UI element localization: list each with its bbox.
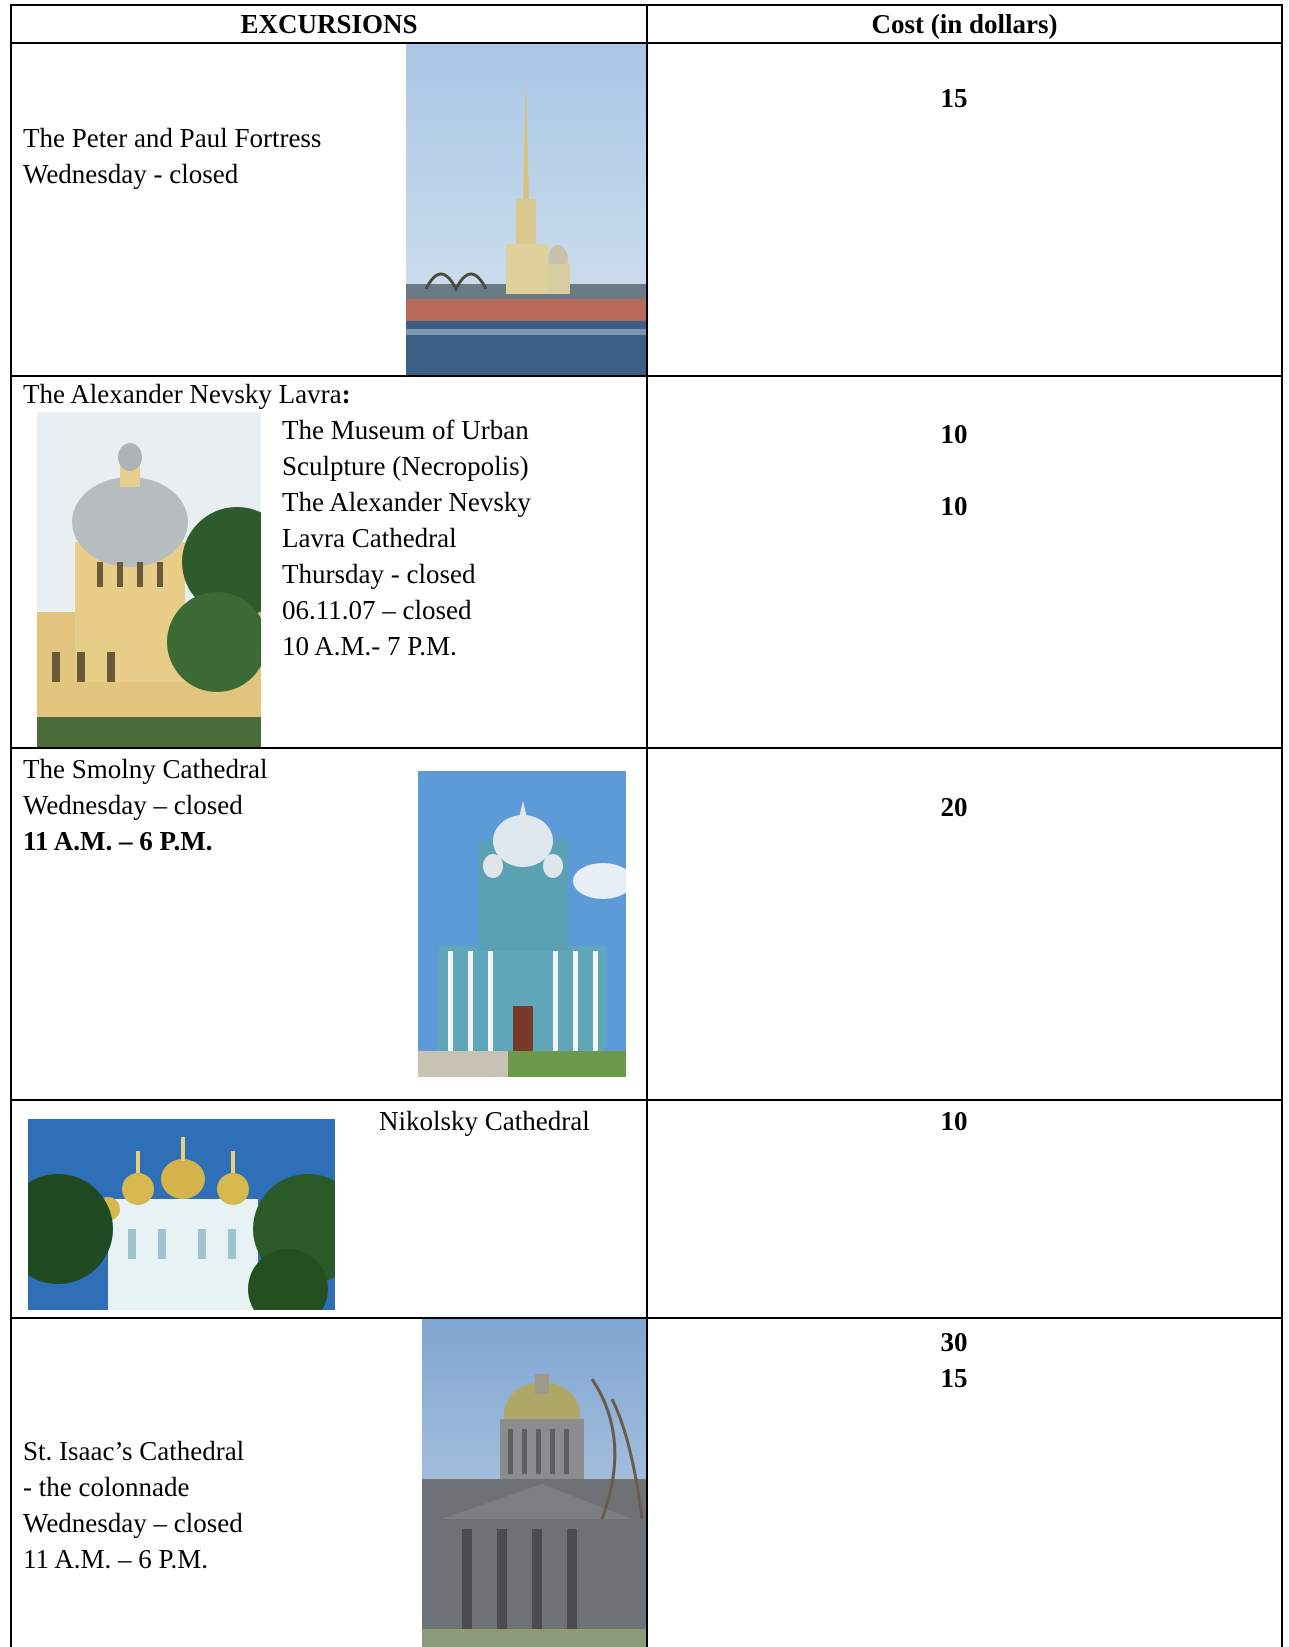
cost-value: 10 [940,1106,968,1136]
column-header-excursions: EXCURSIONS [240,9,418,39]
peter-and-paul-fortress-photo [406,44,646,375]
excursion-schedule: Wednesday - closed [23,159,239,189]
cost-value: 20 [940,792,968,822]
excursion-name: The Smolny Cathedral [23,754,268,784]
nikolsky-cathedral-photo [28,1119,335,1310]
excursion-schedule: Wednesday – closed [23,790,243,820]
excursion-detail: - the colonnade [23,1472,190,1502]
cost-value: 30 [940,1327,968,1357]
table-border-right [1281,4,1283,1647]
alexander-nevsky-lavra-photo [37,412,261,747]
table-border-left [10,4,12,1647]
cost-value: 10 [940,419,968,449]
excursion-title-colon: : [341,379,351,409]
excursion-hours: 10 A.M.- 7 P.M. [282,631,457,661]
excursion-schedule: Wednesday – closed [23,1508,243,1538]
cost-value: 10 [940,491,968,521]
excursion-hours: 11 A.M. – 6 P.M. [23,826,213,856]
exhibit-name: The Alexander Nevsky [282,487,531,517]
excursion-title [23,376,351,413]
excursion-name: Nikolsky Cathedral [379,1106,590,1136]
cost-value: 15 [940,83,968,113]
cost-value: 15 [940,1363,968,1393]
column-header-cost: Cost (in dollars) [871,9,1058,39]
excursion-hours: 11 A.M. – 6 P.M. [23,1544,209,1574]
exhibit-name: Sculpture (Necropolis) [282,451,529,481]
exhibit-name: Lavra Cathedral [282,523,457,553]
excursion-name: The Alexander Nevsky Lavra [23,379,342,409]
st-isaacs-cathedral-photo [422,1319,646,1647]
excursion-name: St. Isaac’s Cathedral [23,1436,245,1466]
excursion-schedule: 06.11.07 – closed [282,595,472,625]
excursion-schedule: Thursday - closed [282,559,476,589]
column-divider [646,4,648,1647]
smolny-cathedral-photo [418,771,626,1077]
excursions-table [10,4,1283,1647]
exhibit-name: The Museum of Urban [282,415,529,445]
excursion-name: The Peter and Paul Fortress [23,123,322,153]
